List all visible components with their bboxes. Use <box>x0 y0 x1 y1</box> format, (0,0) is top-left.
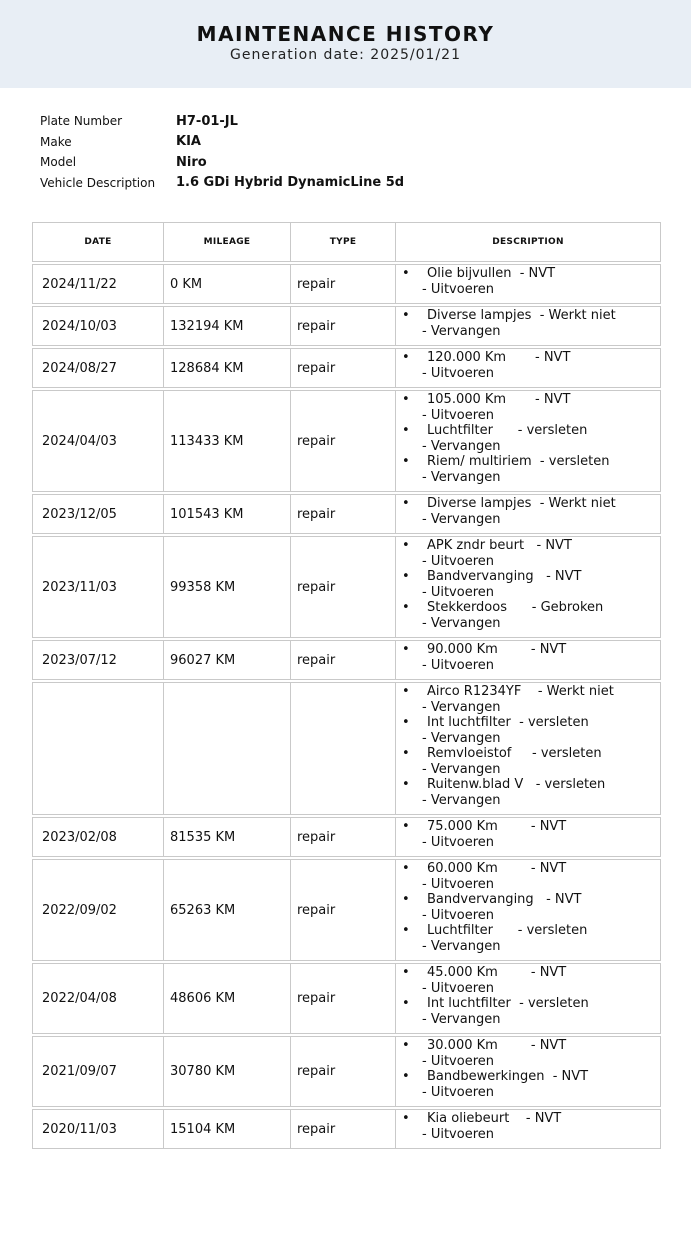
description-item <box>402 923 660 954</box>
cell-type: repair <box>290 1036 395 1107</box>
cell-date: 2023/07/12 <box>32 640 163 680</box>
description-item <box>402 569 660 600</box>
cell-description <box>395 1109 661 1149</box>
table-header-row <box>32 222 661 262</box>
vehicle-info-value: H7-01-JL <box>176 113 238 129</box>
cell-mileage: 15104 KM <box>163 1109 290 1149</box>
cell-type: repair <box>290 264 395 304</box>
table-row <box>32 963 661 1034</box>
description-item <box>402 684 660 715</box>
description-item <box>402 715 660 746</box>
table-row <box>32 640 661 680</box>
cell-type: repair <box>290 963 395 1034</box>
cell-date: 2024/04/03 <box>32 390 163 492</box>
cell-date: 2021/09/07 <box>32 1036 163 1107</box>
description-action: - Uitvoeren <box>422 1126 494 1142</box>
cell-mileage: 65263 KM <box>163 859 290 961</box>
description-task: 120.000 Km - NVT <box>427 350 571 365</box>
vehicle-info-label: Vehicle Description <box>40 175 156 190</box>
maintenance-table <box>32 220 661 1151</box>
description-item <box>402 308 660 339</box>
table-row <box>32 1036 661 1107</box>
cell-date: 2023/11/03 <box>32 536 163 638</box>
cell-type: repair <box>290 536 395 638</box>
report-header <box>0 0 691 88</box>
cell-date: 2024/10/03 <box>32 306 163 346</box>
cell-description <box>395 1036 661 1107</box>
description-task: Kia oliebeurt - NVT <box>427 1111 562 1126</box>
cell-description <box>395 682 661 815</box>
description-task: APK zndr beurt - NVT <box>427 538 572 553</box>
cell-mileage: 81535 KM <box>163 817 290 857</box>
cell-type: repair <box>290 494 395 534</box>
description-task: Stekkerdoos - Gebroken <box>427 600 604 615</box>
column-header-description: DESCRIPTION <box>395 222 661 262</box>
table-row <box>32 859 661 961</box>
cell-date: 2024/08/27 <box>32 348 163 388</box>
description-item <box>402 1069 660 1100</box>
description-action: - Uitvoeren <box>422 876 494 892</box>
vehicle-info-label: Model <box>40 155 77 170</box>
vehicle-info-label: Make <box>40 134 72 149</box>
description-action: - Vervangen <box>422 761 501 777</box>
description-item <box>402 777 660 808</box>
description-action: - Vervangen <box>422 469 501 485</box>
description-task: Ruitenw.blad V - versleten <box>427 777 606 792</box>
description-action: - Vervangen <box>422 615 501 631</box>
cell-type: repair <box>290 390 395 492</box>
vehicle-info-row <box>40 152 404 173</box>
description-task: Remvloeistof - versleten <box>427 746 602 761</box>
cell-type: repair <box>290 817 395 857</box>
description-item <box>402 538 660 569</box>
description-item <box>402 965 660 996</box>
description-action: - Uitvoeren <box>422 365 494 381</box>
column-header-mileage: MILEAGE <box>163 222 290 262</box>
vehicle-info <box>40 111 404 193</box>
cell-date: 2022/09/02 <box>32 859 163 961</box>
description-item <box>402 1038 660 1069</box>
vehicle-info-value: KIA <box>176 134 201 150</box>
description-action: - Vervangen <box>422 511 501 527</box>
description-task: Riem/ multiriem - versleten <box>427 454 610 469</box>
table-row <box>32 817 661 857</box>
description-task: Luchtfilter - versleten <box>427 423 588 438</box>
description-item <box>402 496 660 527</box>
description-action: - Uitvoeren <box>422 907 494 923</box>
cell-mileage: 113433 KM <box>163 390 290 492</box>
description-action: - Uitvoeren <box>422 657 494 673</box>
description-item <box>402 746 660 777</box>
description-item <box>402 266 660 297</box>
description-task: 45.000 Km - NVT <box>427 965 567 980</box>
cell-date: 2022/04/08 <box>32 963 163 1034</box>
description-item <box>402 819 660 850</box>
table-row <box>32 264 661 304</box>
description-action: - Vervangen <box>422 323 501 339</box>
cell-type: repair <box>290 1109 395 1149</box>
description-action: - Uitvoeren <box>422 584 494 600</box>
cell-description <box>395 264 661 304</box>
cell-description <box>395 963 661 1034</box>
column-header-date: DATE <box>32 222 163 262</box>
vehicle-info-label: Plate Number <box>40 114 123 129</box>
table-row <box>32 536 661 638</box>
description-action: - Uitvoeren <box>422 553 494 569</box>
cell-description <box>395 536 661 638</box>
description-item <box>402 350 660 381</box>
description-task: Int luchtfilter - versleten <box>427 996 589 1011</box>
cell-mileage: 132194 KM <box>163 306 290 346</box>
description-action: - Uitvoeren <box>422 834 494 850</box>
description-item <box>402 454 660 485</box>
description-task: 105.000 Km - NVT <box>427 392 571 407</box>
cell-description <box>395 640 661 680</box>
table-row <box>32 348 661 388</box>
cell-type: repair <box>290 859 395 961</box>
description-item <box>402 861 660 892</box>
description-action: - Uitvoeren <box>422 281 494 297</box>
generation-date: Generation date: 2025/01/21 <box>230 47 461 63</box>
table-row <box>32 1109 661 1149</box>
description-item <box>402 996 660 1027</box>
column-header-type: TYPE <box>290 222 395 262</box>
vehicle-info-value: 1.6 GDi Hybrid DynamicLine 5d <box>176 175 405 191</box>
description-task: Olie bijvullen - NVT <box>427 266 556 281</box>
description-task: Bandvervanging - NVT <box>427 892 582 907</box>
description-item <box>402 600 660 631</box>
cell-date: 2023/02/08 <box>32 817 163 857</box>
table-row <box>32 390 661 492</box>
description-task: Luchtfilter - versleten <box>427 923 588 938</box>
vehicle-info-row <box>40 173 404 194</box>
description-task: 75.000 Km - NVT <box>427 819 567 834</box>
cell-date: 2024/11/22 <box>32 264 163 304</box>
description-action: - Vervangen <box>422 699 501 715</box>
cell-type: repair <box>290 348 395 388</box>
description-action: - Vervangen <box>422 1011 501 1027</box>
cell-description <box>395 390 661 492</box>
description-action: - Vervangen <box>422 938 501 954</box>
report-title: MAINTENANCE HISTORY <box>196 22 495 46</box>
cell-type: repair <box>290 306 395 346</box>
description-item <box>402 392 660 423</box>
description-action: - Uitvoeren <box>422 1053 494 1069</box>
cell-mileage: 48606 KM <box>163 963 290 1034</box>
description-task: Bandbewerkingen - NVT <box>427 1069 589 1084</box>
description-task: Int luchtfilter - versleten <box>427 715 589 730</box>
description-item <box>402 423 660 454</box>
description-action: - Uitvoeren <box>422 407 494 423</box>
cell-mileage: 128684 KM <box>163 348 290 388</box>
cell-mileage: 99358 KM <box>163 536 290 638</box>
cell-description <box>395 494 661 534</box>
description-task: Diverse lampjes - Werkt niet <box>427 496 616 511</box>
description-task: 60.000 Km - NVT <box>427 861 567 876</box>
cell-mileage: 96027 KM <box>163 640 290 680</box>
table-row <box>32 306 661 346</box>
description-item <box>402 642 660 673</box>
cell-date: 2023/12/05 <box>32 494 163 534</box>
description-task: Bandvervanging - NVT <box>427 569 582 584</box>
description-task: Diverse lampjes - Werkt niet <box>427 308 616 323</box>
description-task: 90.000 Km - NVT <box>427 642 567 657</box>
cell-date: 2020/11/03 <box>32 1109 163 1149</box>
cell-mileage <box>163 682 290 815</box>
vehicle-info-row <box>40 111 404 132</box>
cell-description <box>395 348 661 388</box>
cell-type: repair <box>290 640 395 680</box>
cell-mileage: 101543 KM <box>163 494 290 534</box>
cell-date <box>32 682 163 815</box>
description-item <box>402 892 660 923</box>
cell-mileage: 0 KM <box>163 264 290 304</box>
description-task: 30.000 Km - NVT <box>427 1038 567 1053</box>
cell-description <box>395 817 661 857</box>
table-row <box>32 682 661 815</box>
description-action: - Vervangen <box>422 792 501 808</box>
description-action: - Vervangen <box>422 438 501 454</box>
description-action: - Uitvoeren <box>422 980 494 996</box>
description-action: - Uitvoeren <box>422 1084 494 1100</box>
table-row <box>32 494 661 534</box>
description-item <box>402 1111 660 1142</box>
cell-description <box>395 306 661 346</box>
cell-type <box>290 682 395 815</box>
cell-mileage: 30780 KM <box>163 1036 290 1107</box>
description-task: Airco R1234YF - Werkt niet <box>427 684 614 699</box>
description-action: - Vervangen <box>422 730 501 746</box>
vehicle-info-row <box>40 132 404 153</box>
vehicle-info-value: Niro <box>176 154 207 170</box>
cell-description <box>395 859 661 961</box>
